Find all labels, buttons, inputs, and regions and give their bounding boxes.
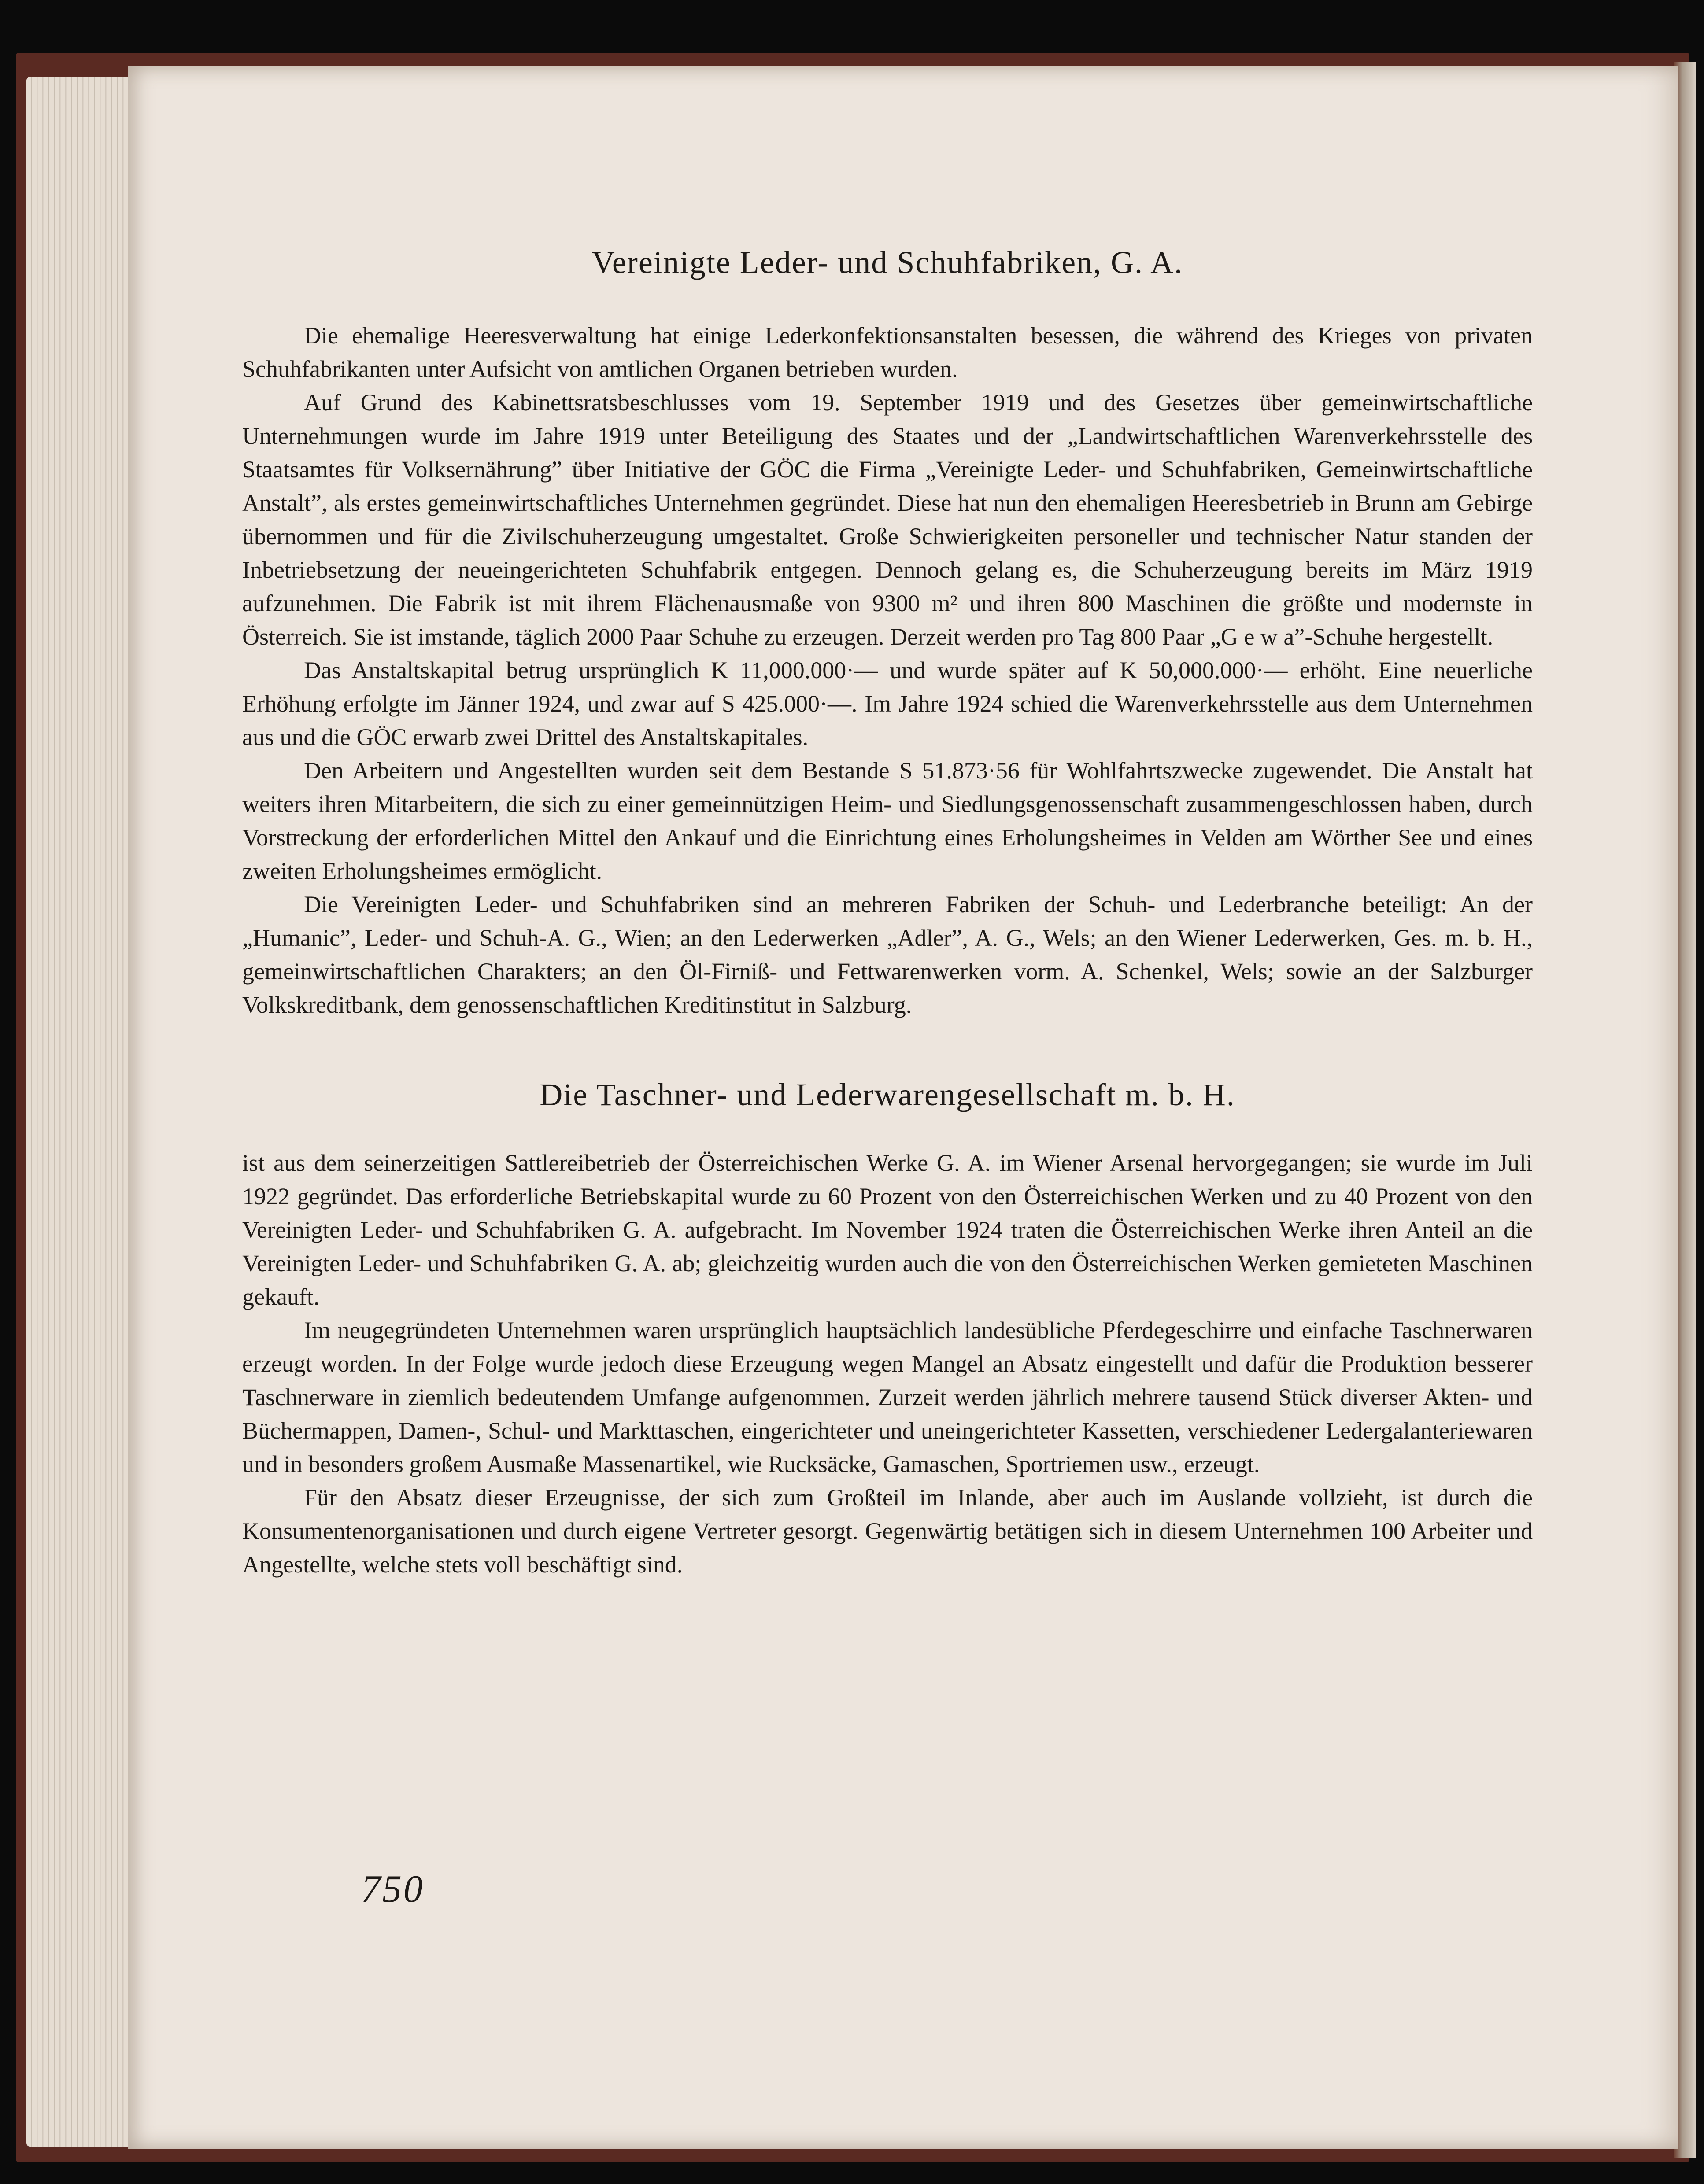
paragraph: Den Arbeitern und Angestellten wurden seit dem Bestande S 51.873·56 für Wohlfahrtszwecke zugewendet. Die Anstalt hat weiters ihren Mitarbeitern, die sich zu einer gemeinnützigen Heim- und Siedlungsgenossenschaft zusammengeschlossen haben, durch Vorstreckung der erforderlichen Mittel den Ankauf und die Einrichtung eines Erholungsheimes in Velden am Wörther See und eines zweiten Erholungsheimes ermöglicht. (242, 757, 1533, 884)
paragraph: Das Anstaltskapital betrug ursprünglich K 11,000.000·— und wurde später auf K 50,000.000·— erhöht. Eine neuerliche Erhöhung erfolgte im Jänner 1924, und zwar auf S 425.000·—. Im Jahre 1924 schied die Warenverkehrsstelle aus dem Unternehmen aus und die GÖC erwarb zwei Drittel des Anstaltskapitales. (242, 657, 1533, 750)
paragraph: Für den Absatz dieser Erzeugnisse, der sich zum Großteil im Inlande, aber auch im Auslande vollzieht, ist durch die Konsumentenorganisationen und durch eigene Vertreter gesorgt. Gegenwärtig betätigen sich in diesem Unternehmen 100 Arbeiter und Angestellte, welche stets voll beschäftigt sind. (242, 1484, 1533, 1578)
page-content (242, 163, 1533, 1581)
page-number: 750 (361, 1868, 425, 1911)
section-title-leder-schuhfabriken: Vereinigte Leder- und Schuhfabriken, G. A. (591, 245, 1183, 280)
section-title-taschner-lederwaren: Die Taschner- und Lederwarengesellschaft m. b. H. (540, 1077, 1235, 1112)
paragraph: Im neugegründeten Unternehmen waren ursprünglich hauptsächlich landesübliche Pferdegeschirre und einfache Taschnerwaren erzeugt worden. In der Folge wurde jedoch diese Erzeugung wegen Mangel an Absatz eingestellt und dafür die Produktion besserer Taschnerware in ziemlich bedeutendem Umfange aufgenommen. Zurzeit werden jährlich mehrere tausend Stück diverser Akten- und Büchermappen, Damen-, Schul- und Markttaschen, eingerichteter und uneingerichteter Kassetten, verschiedener Ledergalanteriewaren und in besonders großem Ausmaße Massenartikel, wie Rucksäcke, Gamaschen, Sportriemen usw., erzeugt. (242, 1317, 1533, 1478)
page-stack (26, 77, 141, 2147)
paragraph: Auf Grund des Kabinettsratsbeschlusses vom 19. September 1919 und des Gesetzes über gemeinwirtschaftliche Unternehmungen wurde im Jahre 1919 unter Beteiligung des Staates und der „Landwirtschaftlichen Warenverkehrsstelle des Staatsamtes für Volksernährung” über Initiative der GÖC die Firma „Vereinigte Leder- und Schuhfabriken, Gemeinwirtschaftliche Anstalt”, als erstes gemeinwirtschaftliches Unternehmen gegründet. Diese hat nun den ehemaligen Heeresbetrieb in Brunn am Gebirge übernommen und für die Zivilschuherzeugung umgestaltet. Große Schwierigkeiten personeller und technischer Natur standen der Inbetriebsetzung der neueingerichteten Schuhfabrik entgegen. Dennoch gelang es, die Schuherzeugung bereits im März 1919 aufzunehmen. Die Fabrik ist mit ihrem Flächenausmaße von 9300 m² und ihren 800 Maschinen die größte und modernste in Österreich. Sie ist imstande, täglich 2000 Paar Schuhe zu erzeugen. Derzeit werden pro Tag 800 Paar „G e w a”-Schuhe hergestellt. (242, 389, 1533, 650)
paragraph: Die Vereinigten Leder- und Schuhfabriken sind an mehreren Fabriken der Schuh- und Lederbranche beteiligt: An der „Humanic”, Leder- und Schuh-A. G., Wien; an den Lederwerken „Adler”, A. G., Wels; an den Wiener Lederwerken, Ges. m. b. H., gemeinwirtschaftlichen Charakters; an den Öl-Firniß- und Fettwarenwerken vorm. A. Schenkel, Wels; sowie an der Salzburger Volkskreditbank, dem genossenschaftlichen Kreditinstitut in Salzburg. (242, 891, 1533, 1018)
paragraph: Die ehemalige Heeresverwaltung hat einige Lederkonfektionsanstalten besessen, die während des Krieges von privaten Schuhfabrikanten unter Aufsicht von amtlichen Organen betrieben wurden. (242, 322, 1533, 382)
paragraph: ist aus dem seinerzeitigen Sattlereibetrieb der Österreichischen Werke G. A. im Wiener Arsenal hervorgegangen; sie wurde im Juli 1922 gegründet. Das erforderliche Betriebskapital wurde zu 60 Prozent von den Österreichischen Werken und zu 40 Prozent von den Vereinigten Leder- und Schuhfabriken G. A. aufgebracht. Im November 1924 traten die Österreichischen Werke ihren Anteil an die Vereinigten Leder- und Schuhfabriken G. A. ab; gleichzeitig wurden auch die von den Österreichischen Werken gemieteten Maschinen gekauft. (242, 1150, 1533, 1310)
